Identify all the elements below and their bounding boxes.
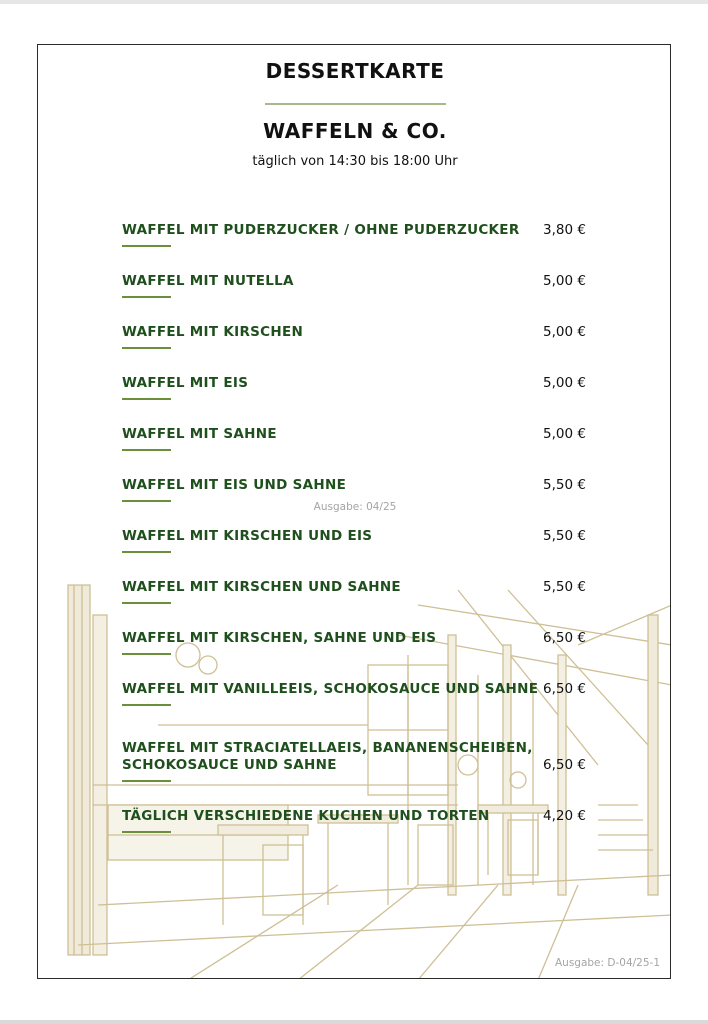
menu-item-name: WAFFEL MIT KIRSCHEN: [122, 324, 304, 340]
item-divider: [122, 551, 171, 553]
menu-item-price: 5,00 €: [543, 273, 586, 289]
menu-item-price: 6,50 €: [543, 681, 586, 697]
menu-item-name: WAFFEL MIT PUDERZUCKER / OHNE PUDERZUCKER: [122, 222, 520, 238]
edition-note-footer: Ausgabe: D-04/25-1: [554, 957, 660, 969]
menu-item-name: WAFFEL MIT VANILLEEIS, SCHOKOSAUCE UND SAHNE: [122, 681, 539, 697]
menu-item-price: 5,50 €: [543, 528, 586, 544]
item-divider: [122, 245, 171, 247]
menu-item-price: 5,00 €: [543, 324, 586, 340]
item-divider: [122, 831, 171, 833]
menu-item-price: 6,50 €: [543, 630, 586, 646]
opening-hours: täglich von 14:30 bis 18:00 Uhr: [252, 154, 458, 169]
menu-item-name: WAFFEL MIT EIS UND SAHNE: [122, 477, 347, 493]
menu-item-price: 5,50 €: [543, 477, 586, 493]
menu-item-name: TÄGLICH VERSCHIEDENE KUCHEN UND TORTEN: [122, 808, 490, 824]
menu-item-name: WAFFEL MIT KIRSCHEN, SAHNE UND EIS: [122, 630, 437, 646]
menu-item-price: 3,80 €: [543, 222, 586, 238]
menu-item-name: WAFFEL MIT KIRSCHEN UND SAHNE: [122, 579, 401, 595]
item-divider: [122, 296, 171, 298]
item-divider: [122, 780, 171, 782]
menu-item-price: 6,50 €: [543, 757, 586, 773]
menu-item-name-line2: SCHOKOSAUCE UND SAHNE: [122, 757, 337, 773]
item-divider: [122, 347, 171, 349]
bottom-strip: [0, 1020, 708, 1024]
menu-item-price: 5,00 €: [543, 375, 586, 391]
menu-item-name-line1: WAFFEL MIT STRACIATELLAEIS, BANANENSCHEIBEN,: [122, 740, 533, 756]
top-strip: [0, 0, 708, 4]
title-divider: [265, 103, 446, 105]
item-divider: [122, 653, 171, 655]
menu-title: DESSERTKARTE: [265, 59, 445, 83]
item-divider: [122, 704, 171, 706]
menu-item-name: WAFFEL MIT NUTELLA: [122, 273, 294, 289]
edition-note-middle: Ausgabe: 04/25: [313, 501, 397, 513]
menu-item-name: WAFFEL MIT EIS: [122, 375, 249, 391]
menu-item-price: 5,00 €: [543, 426, 586, 442]
menu-item-price: 5,50 €: [543, 579, 586, 595]
item-divider: [122, 449, 171, 451]
menu-page: [37, 44, 671, 979]
item-divider: [122, 398, 171, 400]
menu-item-price: 4,20 €: [543, 808, 586, 824]
section-title: WAFFELN & CO.: [263, 119, 447, 143]
menu-item-name: WAFFEL MIT SAHNE: [122, 426, 277, 442]
item-divider: [122, 602, 171, 604]
menu-item-name: WAFFEL MIT KIRSCHEN UND EIS: [122, 528, 373, 544]
